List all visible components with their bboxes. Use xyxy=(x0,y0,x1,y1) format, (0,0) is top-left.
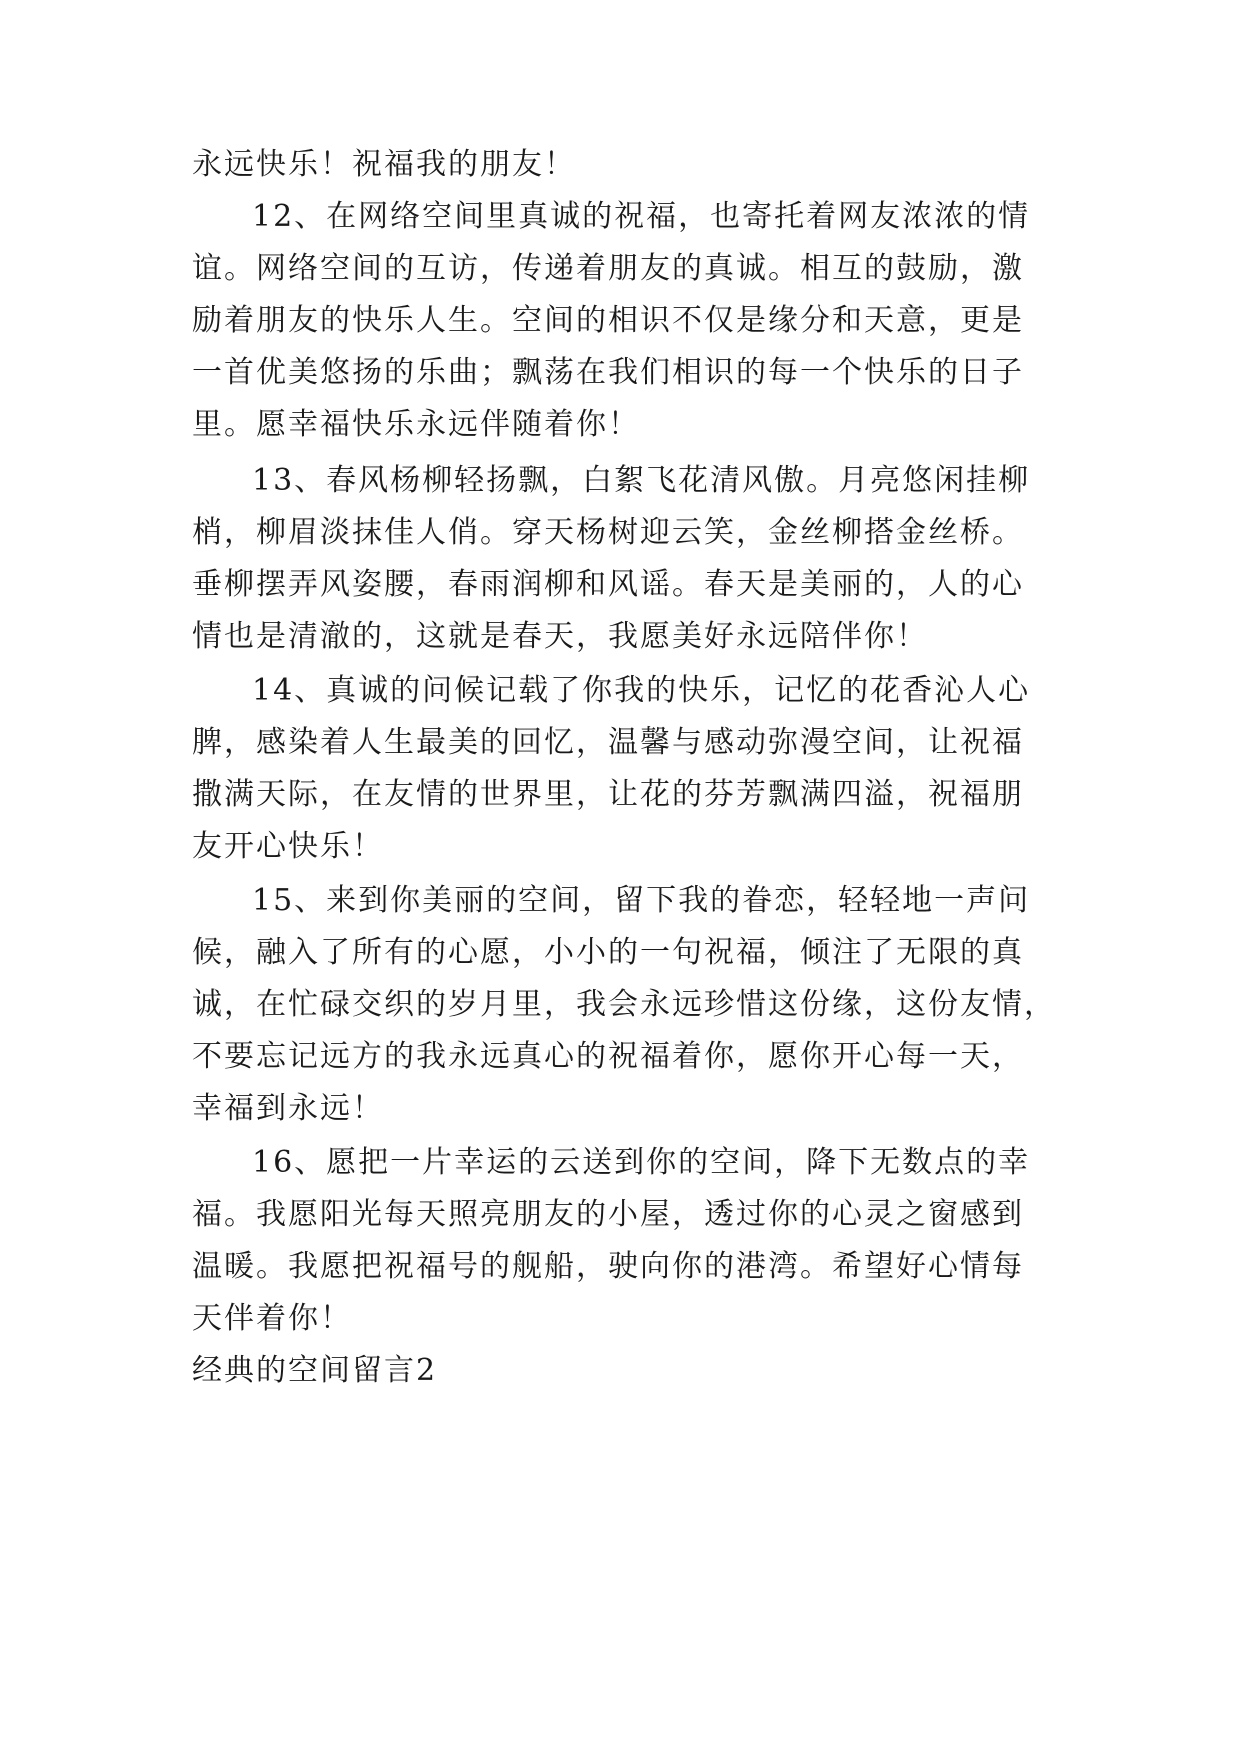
paragraph-continuation-line: 永远快乐！祝福我的朋友！ xyxy=(192,147,576,182)
section-heading: 经典的空间留言2 xyxy=(192,1353,438,1388)
paragraph-13-line: 垂柳摆弄风姿腰，春雨润柳和风谣。春天是美丽的，人的心 xyxy=(192,567,1024,602)
paragraph-13-line: 梢，柳眉淡抹佳人俏。穿天杨树迎云笑，金丝柳搭金丝桥。 xyxy=(192,515,1024,550)
paragraph-15-line: 诚，在忙碌交织的岁月里，我会永远珍惜这份缘，这份友情， xyxy=(192,987,1056,1022)
paragraph-16-line: 天伴着你！ xyxy=(192,1301,352,1336)
paragraph-14-line: 撒满天际，在友情的世界里，让花的芬芳飘满四溢，祝福朋 xyxy=(192,777,1024,812)
paragraph-15-line: 不要忘记远方的我永远真心的祝福着你，愿你开心每一天， xyxy=(192,1039,1024,1074)
paragraph-12-line: 一首优美悠扬的乐曲；飘荡在我们相识的每一个快乐的日子 xyxy=(192,355,1024,390)
paragraph-16-line: 16、愿把一片幸运的云送到你的空间，降下无数点的幸 xyxy=(252,1145,1031,1180)
paragraph-16-line: 温暖。我愿把祝福号的舰船，驶向你的港湾。希望好心情每 xyxy=(192,1249,1024,1284)
paragraph-14-line: 14、真诚的问候记载了你我的快乐，记忆的花香沁人心 xyxy=(252,673,1031,708)
paragraph-14-line: 友开心快乐！ xyxy=(192,829,384,864)
paragraph-15-line: 幸福到永远！ xyxy=(192,1091,384,1126)
paragraph-15-line: 候，融入了所有的心愿，小小的一句祝福，倾注了无限的真 xyxy=(192,935,1024,970)
paragraph-15-line: 15、来到你美丽的空间，留下我的眷恋，轻轻地一声问 xyxy=(252,883,1031,918)
paragraph-13-line: 情也是清澈的，这就是春天，我愿美好永远陪伴你！ xyxy=(192,619,928,654)
paragraph-13-line: 13、春风杨柳轻扬飘，白絮飞花清风傲。月亮悠闲挂柳 xyxy=(252,463,1031,498)
paragraph-12-line: 谊。网络空间的互访，传递着朋友的真诚。相互的鼓励，激 xyxy=(192,251,1024,286)
paragraph-14-line: 脾，感染着人生最美的回忆，温馨与感动弥漫空间，让祝福 xyxy=(192,725,1024,760)
paragraph-12-line: 励着朋友的快乐人生。空间的相识不仅是缘分和天意，更是 xyxy=(192,303,1024,338)
paragraph-12-line: 里。愿幸福快乐永远伴随着你！ xyxy=(192,407,640,442)
paragraph-12-line: 12、在网络空间里真诚的祝福，也寄托着网友浓浓的情 xyxy=(252,199,1031,234)
paragraph-16-line: 福。我愿阳光每天照亮朋友的小屋，透过你的心灵之窗感到 xyxy=(192,1197,1024,1232)
